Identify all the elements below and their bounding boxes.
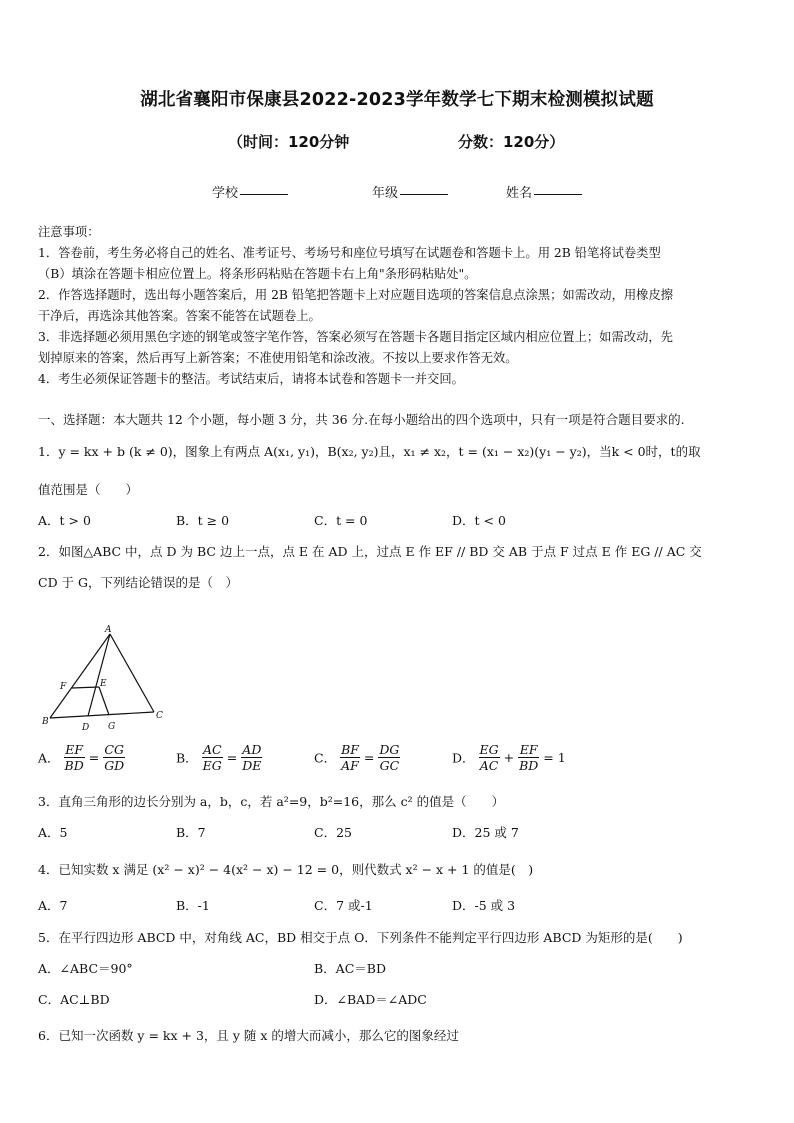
q5-option-c: C．AC⊥BD [38,992,110,1007]
grade-field: 年级 [372,182,398,201]
fraction: $\frac{DG}{GC}$ [379,742,400,773]
q2-option-d: D． $\frac{EG}{AC}$ + $\frac{EF}{BD}$ = 1 [452,742,566,773]
q4-option-b: B．-1 [176,898,210,913]
fraction: $\frac{EF}{BD}$ [519,742,539,773]
q1-option-d: D．t < 0 [452,513,506,528]
notes-line: 干净后，再选涂其他答案。答案不能答在试题卷上。 [38,309,321,323]
notes-block [38,222,758,390]
q2-option-c: C． $\frac{BF}{AF}$ = $\frac{DG}{GC}$ [314,742,400,773]
q5-option-d: D．∠BAD＝∠ADC [314,992,427,1007]
q3-option-a: A．5 [38,825,68,840]
fraction: $\frac{EF}{BD}$ [64,742,84,773]
q5-stem: 5．在平行四边形 ABCD 中，对角线 AC，BD 相交于点 O．下列条件不能判定平行四边形 ABCD 为矩形的是( ) [38,930,683,945]
label-c: C [156,711,163,721]
label-e: E [100,679,107,689]
label-d: D [82,723,90,733]
exam-time: （时间：120分钟 [228,133,350,151]
q3-option-d: D．25 或 7 [452,825,519,840]
label-f: F [60,682,67,692]
fraction: $\frac{AD}{DE}$ [242,742,262,773]
q2-option-a: A． $\frac{EF}{BD}$ = $\frac{CG}{GD}$ [38,742,125,773]
notes-line: 划掉原来的答案，然后再写上新答案；不准使用铅笔和涂改液。不按以上要求作答无效。 [38,351,518,365]
q4-option-a: A．7 [38,898,68,913]
q3-option-b: B．7 [176,825,206,840]
fraction: $\frac{AC}{EG}$ [202,742,222,773]
name-field: 姓名 [506,182,532,201]
notes-line: 2．作答选择题时，选出每小题答案后，用 2B 铅笔把答题卡上对应题目选项的答案信息点涂黑；如需改动，用橡皮擦 [38,288,674,302]
q5-option-a: A．∠ABC＝90° [38,961,133,976]
q4-option-c: C．7 或-1 [314,898,373,913]
section-heading: 一、选择题：本大题共 12 个小题，每小题 3 分，共 36 分.在每小题给出的四个选项中，只有一项是符合题目要求的. [38,412,685,427]
q3-stem: 3．直角三角形的边长分别为 a，b，c，若 a²=9，b²=16，那么 c² 的值是（ ） [38,794,505,809]
q1-stem: 1．y = kx + b (k ≠ 0)，图象上有两点 A(x₁, y₁)，B(x₂, y₂)且，x₁ ≠ x₂，t = (x₁ − x₂)(y₁ − y₂)，当k < 0时，t的取 [38,444,701,459]
triangle-figure [38,622,178,734]
notes-line: 1．答卷前，考生务必将自己的姓名、准考证号、考场号和座位号填写在试题卷和答题卡上。用 2B 铅笔将试卷类型 [38,246,661,260]
q2-option-b: B． $\frac{AC}{EG}$ = $\frac{AD}{DE}$ [176,742,262,773]
q1-option-b: B．t ≥ 0 [176,513,230,528]
notes-heading: 注意事项： [38,225,100,239]
label-a: A [105,625,112,635]
q2-stem: 2．如图△ABC 中，点 D 为 BC 边上一点，点 E 在 AD 上，过点 E 作 EF // BD 交 AB 于点 F 过点 E 作 EG // AC 交 [38,544,702,559]
exam-title: 湖北省襄阳市保康县2022-2023学年数学七下期末检测模拟试题 [140,90,654,110]
school-blank [240,182,288,195]
q4-stem: 4．已知实数 x 满足 (x² − x)² − 4(x² − x) − 12 = 0，则代数式 x² − x + 1 的值是( ) [38,862,534,877]
fraction: $\frac{CG}{GD}$ [104,742,125,773]
name-blank [534,182,582,195]
segment-eg [99,687,109,715]
notes-line: （B）填涂在答题卡相应位置上。将条形码粘贴在答题卡右上角"条形码粘贴处"。 [38,267,477,281]
label-g: G [108,722,116,732]
q4-option-d: D．-5 或 3 [452,898,516,913]
q3-option-c: C．25 [314,825,352,840]
q1-stem-cont: 值范围是（ ） [38,482,139,497]
q6-stem: 6．已知一次函数 y = kx + 3，且 y 随 x 的增大而减小，那么它的图象经过 [38,1028,459,1043]
segment-ac [110,634,154,712]
q5-option-b: B．AC＝BD [314,961,386,976]
segment-ab [50,634,110,718]
q2-stem-cont: CD 于 G，下列结论错误的是（ ） [38,575,239,590]
segment-ad [88,634,110,716]
fraction: $\frac{BF}{AF}$ [341,742,359,773]
exam-score: 分数：120分） [458,133,565,151]
school-field: 学校 [212,182,238,201]
q1-option-a: A．t > 0 [38,513,91,528]
q1-option-c: C．t = 0 [314,513,368,528]
notes-line: 3．非选择题必须用黑色字迹的钢笔或签字笔作答，答案必须写在答题卡各题目指定区域内相应位置上；如需改动，先 [38,330,673,344]
grade-blank [400,182,448,195]
notes-line: 4．考生必须保证答题卡的整洁。考试结束后，请将本试卷和答题卡一并交回。 [38,372,464,386]
label-b: B [42,717,49,727]
fraction: $\frac{EG}{AC}$ [479,742,499,773]
segment-bc [50,712,154,718]
